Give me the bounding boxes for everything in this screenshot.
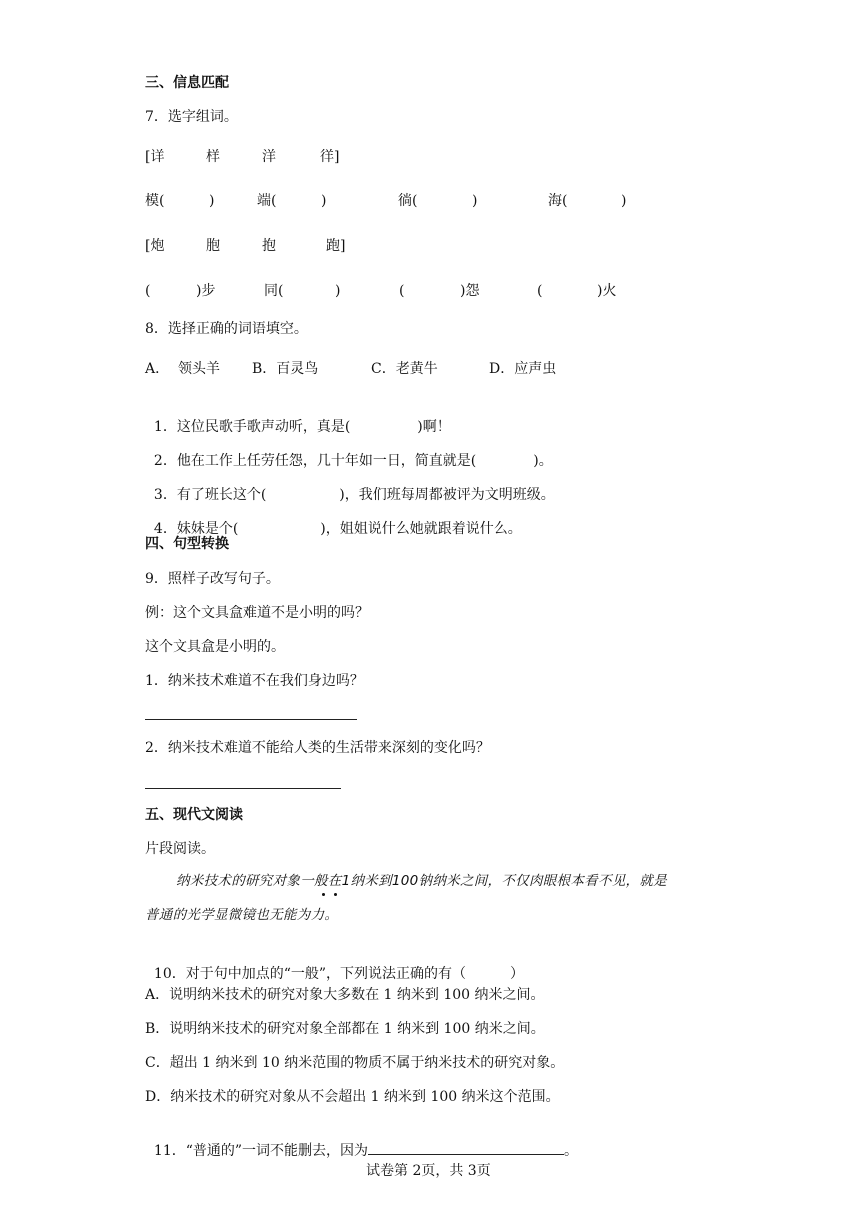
example-answer: 这个文具盒是小明的。 <box>145 639 285 655</box>
rewrite-item-1: 1．纳米技术难道不在我们身边吗？ <box>145 673 364 689</box>
option-b: B．说明纳米技术的研究对象全部都在 1 纳米到 100 纳米之间。 <box>145 1021 545 1037</box>
question-7-prompt: 7．选字组词。 <box>145 109 238 125</box>
fill-item-pre: 1．这位民歌手歌声动听，真是( <box>153 419 351 435</box>
word-blank-close: )步 <box>196 283 216 299</box>
char-option: 样 <box>206 149 220 165</box>
example-sentence: 例：这个文具盒难道不是小明的吗？ <box>145 605 369 621</box>
question-11-end: 。 <box>564 1143 579 1159</box>
fill-item-pre: 2．他在工作上任劳任怨，几十年如一日，简直就是( <box>153 453 477 469</box>
section-heading-5: 五、现代文阅读 <box>145 807 243 823</box>
emphasis-dot <box>322 893 325 896</box>
fill-item <box>145 468 555 504</box>
question-10-prompt <box>145 947 524 983</box>
fill-item <box>145 400 451 436</box>
word-blank-close: )火 <box>597 283 617 299</box>
char-option: [炮 <box>145 238 165 254</box>
word-blank-close: ) <box>621 193 627 209</box>
section-heading-3: 三、信息匹配 <box>145 75 229 91</box>
passage-line-1: 纳米技术的研究对象一般在1纳米到100钠纳米之间，不仅肉眼根本看不见，就是 <box>176 873 667 889</box>
option-label: A． <box>145 361 170 377</box>
word-blank-close: )怨 <box>460 283 480 299</box>
question-8-prompt: 8．选择正确的词语填空。 <box>145 321 308 337</box>
rewrite-item-2: 2．纳米技术难道不能给人类的生活带来深刻的变化吗？ <box>145 740 490 756</box>
emphasis-dot <box>334 893 337 896</box>
question-10-end: ） <box>510 966 525 982</box>
option-c: C．老黄牛 <box>371 361 438 377</box>
char-option: [详 <box>145 149 165 165</box>
fill-item-post: )，我们班每周都被评为文明班级。 <box>339 487 555 503</box>
char-option: 徉] <box>320 149 340 165</box>
word-blank-close: ) <box>321 193 327 209</box>
option-c: C．超出 1 纳米到 10 纳米范围的物质不属于纳米技术的研究对象。 <box>145 1055 565 1071</box>
char-option: 洋 <box>262 149 276 165</box>
answer-line[interactable] <box>368 1140 564 1155</box>
option-b: B．百灵鸟 <box>252 361 319 377</box>
word-blank-open: 海( <box>548 193 568 209</box>
word-blank-open: ( <box>537 283 543 299</box>
word-blank-open: ( <box>145 283 151 299</box>
fill-item-post: )。 <box>533 453 553 469</box>
option-d: D．纳米技术的研究对象从不会超出 1 纳米到 100 纳米这个范围。 <box>145 1089 560 1105</box>
word-blank-open: 端( <box>257 193 277 209</box>
option-d: D．应声虫 <box>489 361 557 377</box>
option-a: 领头羊 <box>178 361 220 377</box>
word-blank-open: 徜( <box>398 193 418 209</box>
fill-item-post: )啊！ <box>417 419 451 435</box>
word-blank-open: 同( <box>264 283 284 299</box>
char-option: 抱 <box>262 238 276 254</box>
section-heading-4: 四、句型转换 <box>145 536 229 552</box>
passage-line-2: 普通的光学显微镜也无能为力。 <box>145 907 339 923</box>
word-blank-close: ) <box>472 193 478 209</box>
word-blank-open: ( <box>399 283 405 299</box>
fill-item-pre: 4．妹妹是个( <box>153 521 239 537</box>
answer-line-1[interactable] <box>145 719 357 720</box>
char-option: 跑] <box>326 238 346 254</box>
question-11-prompt <box>145 1122 578 1160</box>
word-blank-open: 模( <box>145 193 165 209</box>
question-9-prompt: 9．照样子改写句子。 <box>145 571 280 587</box>
fill-item <box>145 434 553 470</box>
fill-item-post: )，姐姐说什么她就跟着说什么。 <box>320 521 522 537</box>
page-footer: 试卷第 2页，共 3页 <box>366 1163 491 1179</box>
question-10-text: 10．对于句中加点的“一般”，下列说法正确的有（ <box>153 966 467 982</box>
char-option: 胞 <box>206 238 220 254</box>
answer-line-2[interactable] <box>145 788 341 789</box>
fill-item <box>145 502 522 538</box>
fill-item-pre: 3．有了班长这个( <box>153 487 267 503</box>
reading-intro: 片段阅读。 <box>145 841 215 857</box>
word-blank-close: ) <box>335 283 341 299</box>
question-11-text: 11．“普通的”一词不能删去，因为 <box>153 1143 369 1159</box>
option-a: A．说明纳米技术的研究对象大多数在 1 纳米到 100 纳米之间。 <box>145 987 545 1003</box>
word-blank-close: ) <box>209 193 215 209</box>
